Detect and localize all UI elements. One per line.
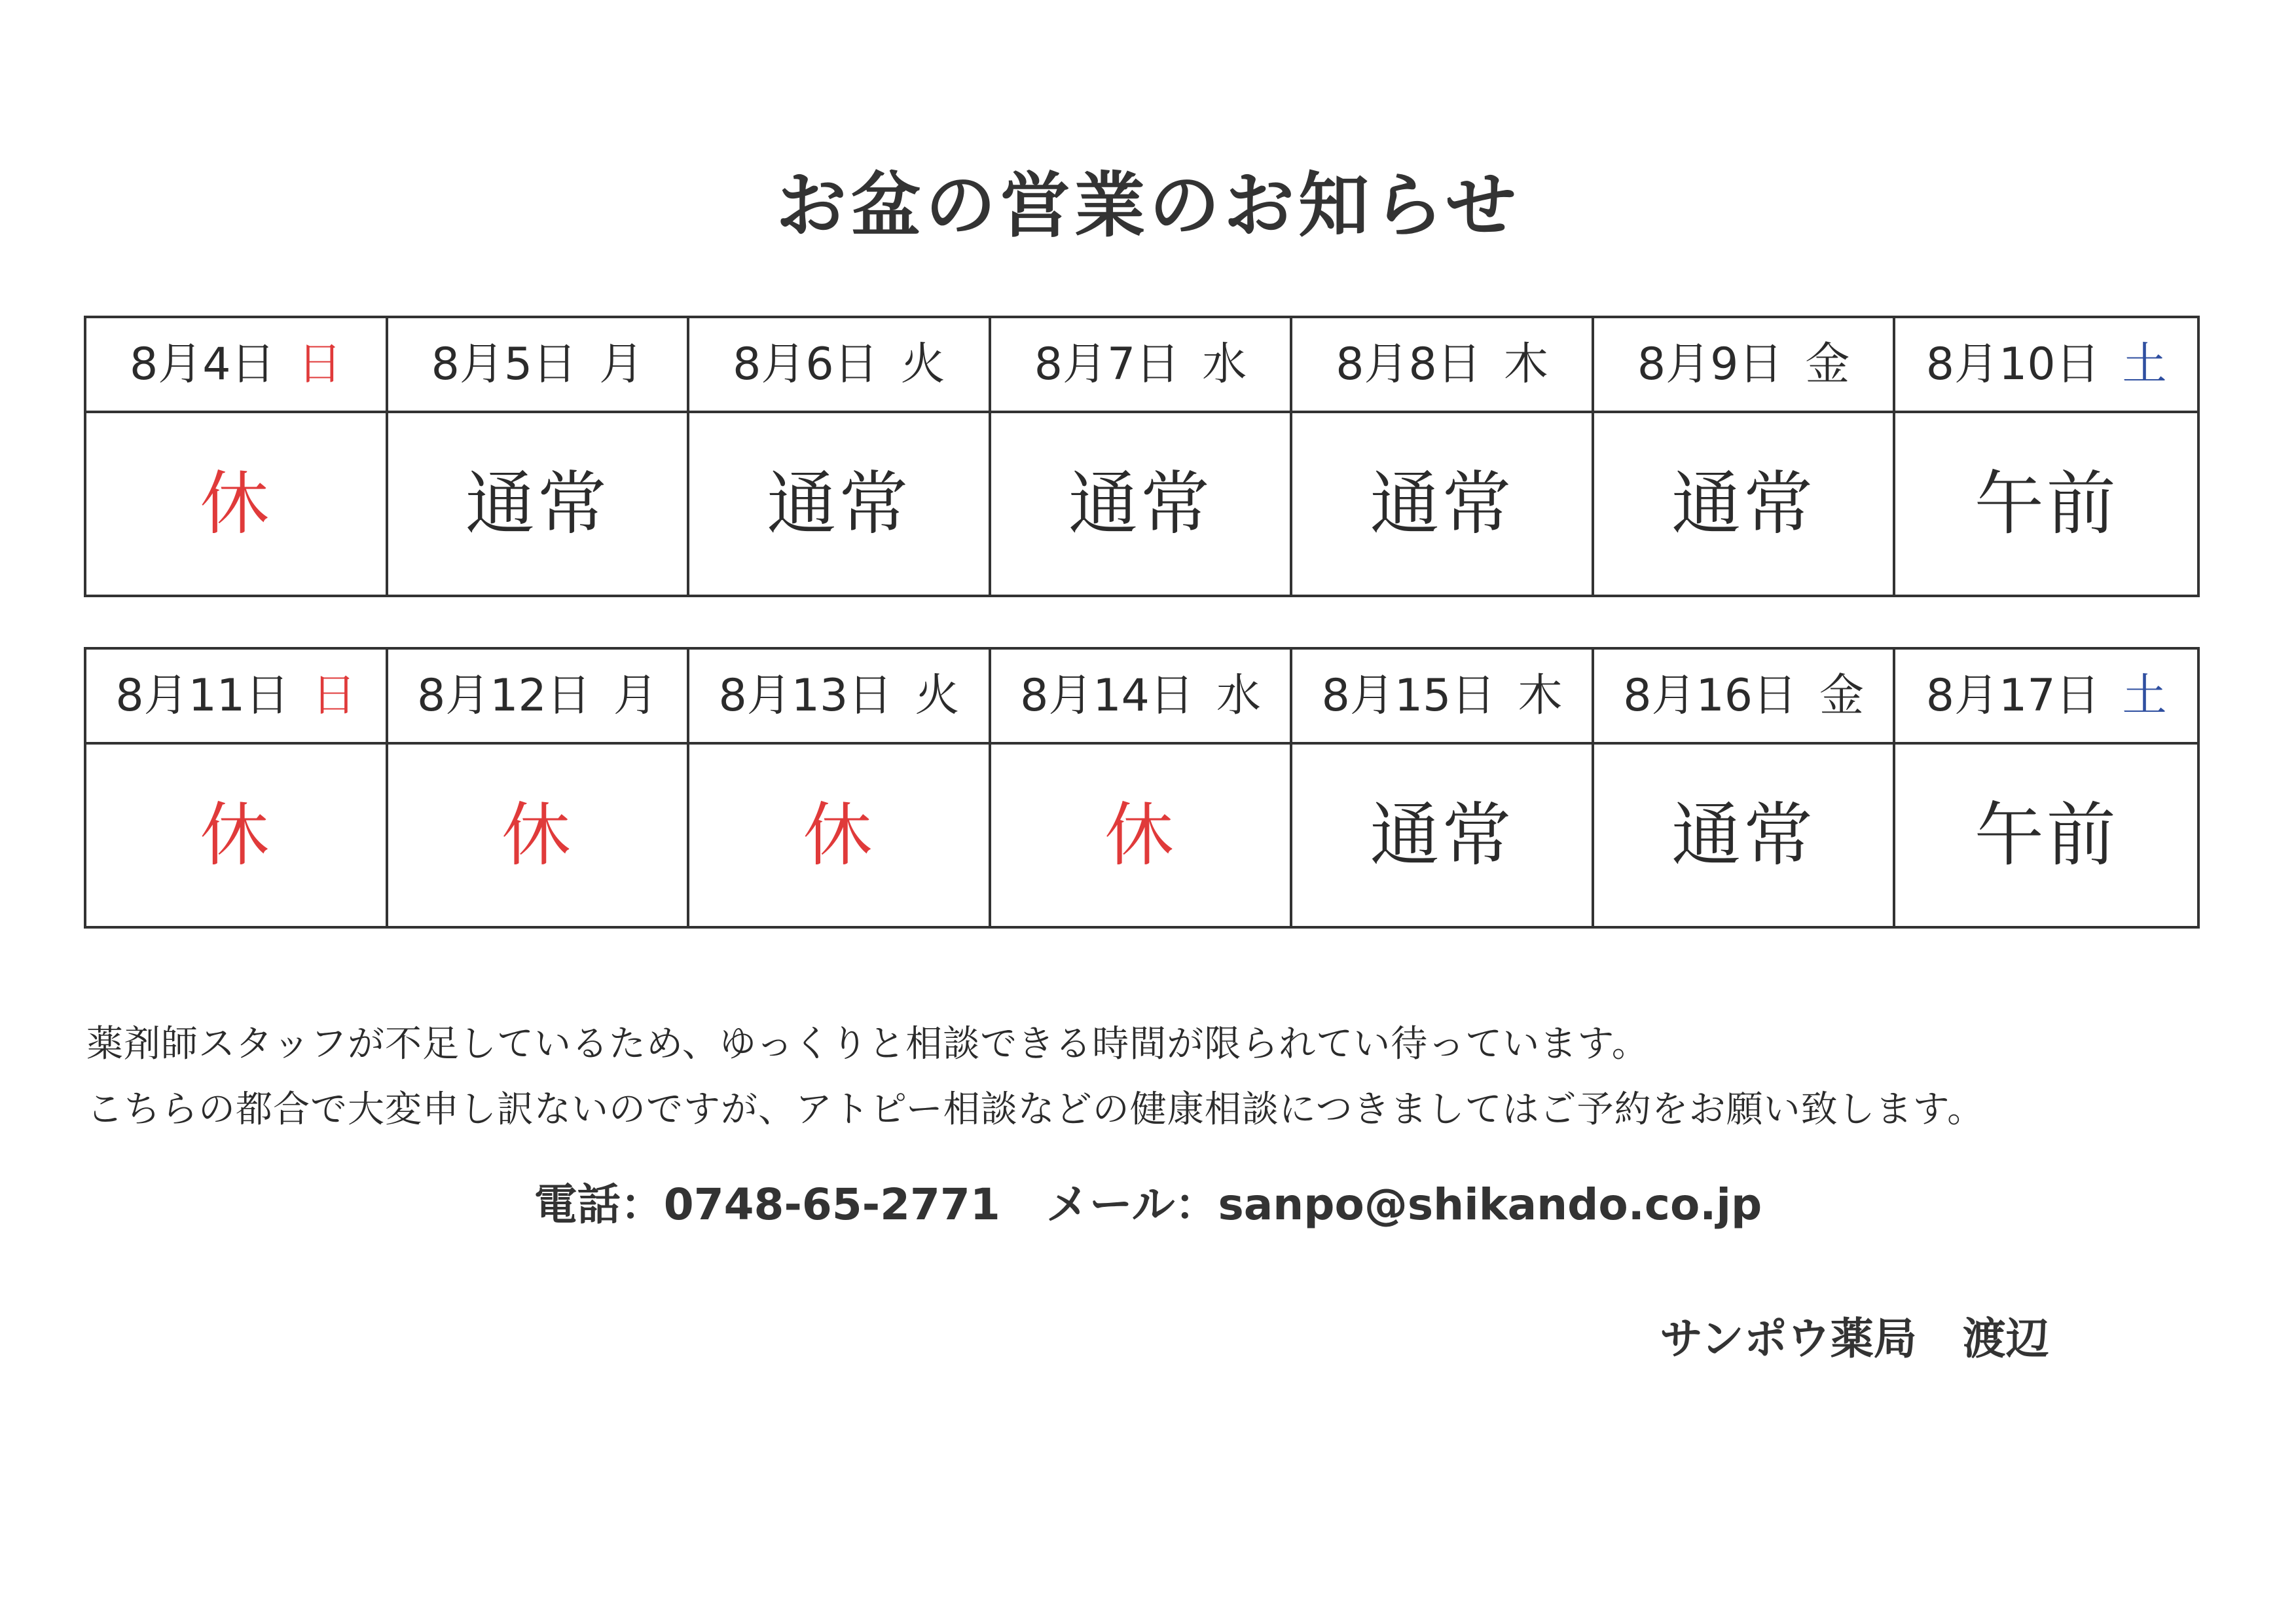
day-header: [1594, 650, 1896, 745]
day-header: [991, 650, 1293, 745]
day-status-normal: 通常: [689, 413, 991, 595]
day-of-week: 木: [1503, 338, 1548, 390]
day-of-week: 火: [915, 669, 960, 722]
day-header: [1895, 650, 2197, 745]
day-of-week: 金: [1805, 338, 1850, 390]
shop-name: サンポウ薬局: [1660, 1314, 1917, 1364]
notice-text: [86, 1012, 2214, 1143]
day-header: [689, 650, 991, 745]
day-status-closed: 休: [86, 745, 388, 926]
day-header: [1292, 650, 1594, 745]
day-date: 8月6日: [733, 338, 879, 390]
day-date: 8月9日: [1637, 338, 1783, 390]
day-status-normal: 通常: [1292, 745, 1594, 926]
contact-info: [0, 1172, 2296, 1238]
page-title: お盆の営業のお知らせ: [776, 165, 1520, 247]
day-date: 8月8日: [1336, 338, 1482, 390]
day-header: [388, 650, 690, 745]
day-status-closed: 休: [388, 745, 690, 926]
day-of-week: 金: [1819, 669, 1865, 722]
day-header: [388, 318, 690, 413]
day-date: 8月12日: [416, 669, 591, 722]
day-of-week: 火: [900, 338, 945, 390]
day-status-normal: 通常: [1594, 745, 1896, 926]
day-header: [1292, 318, 1594, 413]
schedule-table-week-1: [84, 316, 2200, 597]
day-date: 8月15日: [1321, 669, 1496, 722]
day-date: 8月17日: [1925, 669, 2100, 722]
day-header: [689, 318, 991, 413]
day-header: [1594, 318, 1896, 413]
day-of-week: 日: [312, 669, 357, 722]
phone-number: 電話：0748-65-2771: [534, 1179, 1000, 1230]
day-status-normal: 通常: [991, 413, 1293, 595]
day-date: 8月7日: [1034, 338, 1180, 390]
day-of-week: 月: [613, 669, 658, 722]
day-of-week: 月: [599, 338, 644, 390]
schedule-table-week-2: [84, 647, 2200, 929]
notice-line-2: こちらの都合で大変申し訳ないのですが、アトピー相談などの健康相談につきましてはご予約をお願い致します。: [86, 1088, 1985, 1131]
day-date: 8月5日: [431, 338, 577, 390]
signature: [1660, 1306, 2049, 1372]
day-date: 8月13日: [718, 669, 893, 722]
day-date: 8月16日: [1623, 669, 1798, 722]
notice-line-1: 薬剤師スタッフが不足しているため、ゆっくりと相談できる時間が限られてい待っています。: [86, 1023, 1649, 1065]
day-status-closed: 休: [991, 745, 1293, 926]
day-status-morning: 午前: [1974, 463, 2119, 544]
day-header: [86, 318, 388, 413]
email-address: メール：sanpo@shikando.co.jp: [1046, 1179, 1762, 1230]
day-status-normal: 通常: [1292, 413, 1594, 595]
day-date: 8月11日: [115, 669, 290, 722]
day-date: 8月14日: [1020, 669, 1194, 722]
day-of-week: 土: [2122, 338, 2167, 390]
day-status-closed: 休: [689, 745, 991, 926]
day-of-week: 木: [1518, 669, 1563, 722]
staff-name: 渡辺: [1962, 1314, 2049, 1364]
day-header: [86, 650, 388, 745]
day-of-week: 水: [1216, 669, 1261, 722]
day-of-week: 水: [1202, 338, 1247, 390]
day-of-week: 日: [297, 338, 342, 390]
day-status-closed: 休: [86, 413, 388, 595]
day-status-normal: 通常: [1594, 413, 1896, 595]
day-date: 8月4日: [130, 338, 276, 390]
day-status-normal: 通常: [388, 413, 690, 595]
day-of-week: 土: [2122, 669, 2167, 722]
day-header: [1895, 318, 2197, 413]
day-date: 8月10日: [1925, 338, 2100, 390]
day-status-morning: 午前: [1974, 794, 2119, 876]
day-header: [991, 318, 1293, 413]
